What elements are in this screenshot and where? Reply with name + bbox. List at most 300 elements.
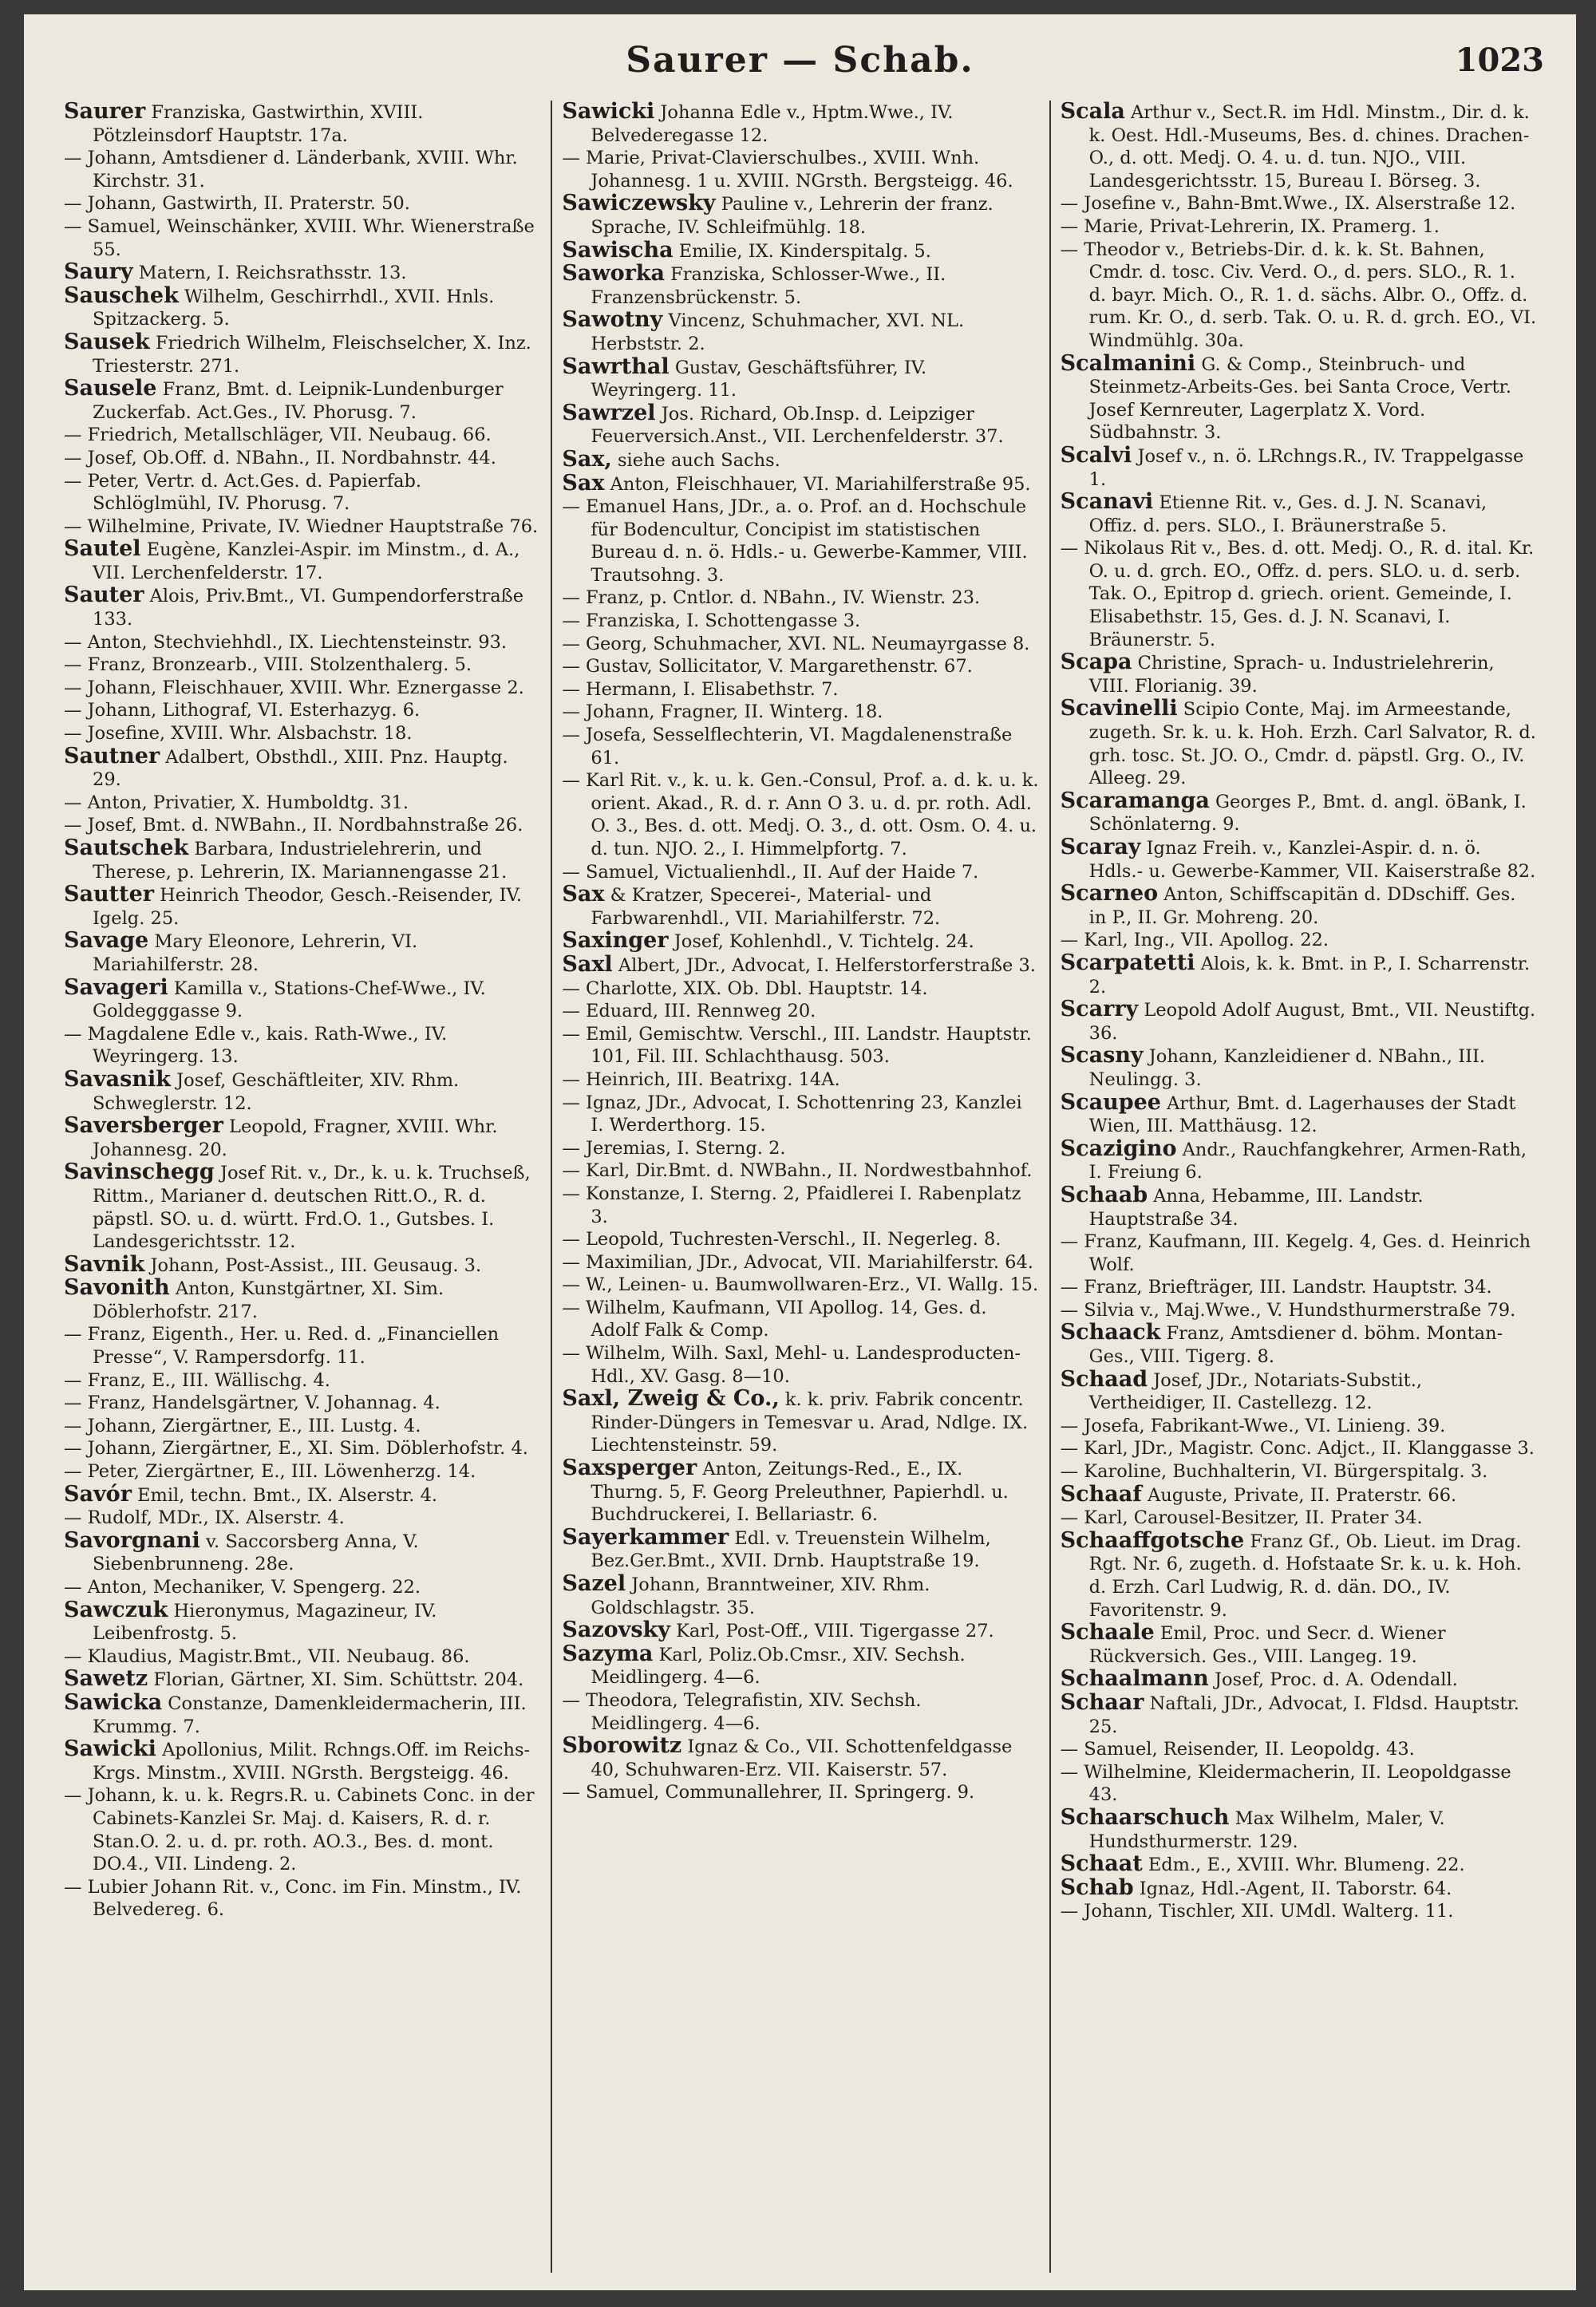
entry-surname: Sausele	[64, 376, 157, 401]
directory-entry	[1061, 1622, 1538, 1668]
directory-entry	[562, 1000, 1039, 1023]
page-number: 1023	[1455, 41, 1544, 79]
entry-details: — Franz, p. Cntlor. d. NBahn., IV. Wienstr. 23.	[562, 587, 981, 609]
directory-entry	[562, 1092, 1039, 1137]
entry-details: — Theodor v., Betriebs-Dir. d. k. k. St. Bahnen, Cmdr. d. tosc. Civ. Verd. O., d. pers. SLO., R. 1. d. bayr. Mich. O., R. 1. d. sächs. Albr. O., Offz. d. rum. Kr. O., d. serb. Tak. O. u. R. d. grch. EO., VI. Windmühlg. 30a.	[1060, 239, 1537, 351]
entry-surname: Scavinelli	[1060, 696, 1178, 721]
page-title: Saurer — Schab.	[626, 40, 974, 81]
directory-entry	[562, 1457, 1039, 1527]
entry-details: Josef, Geschäftleiter, XIV. Rhm. Schweglerstr. 12.	[93, 1069, 460, 1114]
directory-entry	[562, 1573, 1039, 1619]
entry-details: — Josefa, Fabrikant-Wwe., VI. Linieng. 39.	[1060, 1415, 1446, 1436]
entry-details: Josef Rit. v., Dr., k. u. k. Truchseß, Rittm., Marianer d. deutschen Ritt.O., R. d. päpstl. SO. u. d. württ. Frd.O. 1., Gutsbes. I. Landesgerichtsstr. 12.	[93, 1163, 531, 1253]
entry-details: Adalbert, Obsthdl., XIII. Pnz. Hauptg. 29.	[93, 746, 508, 791]
entry-details: — Emil, Gemischtw. Verschl., III. Landstr. Hauptstr. 101, Fil. III. Schlachthausg. 503.	[562, 1023, 1032, 1068]
directory-entry	[562, 356, 1039, 402]
directory-entry	[562, 587, 1039, 610]
entry-details: Barbara, Industrielehrerin, und Therese, p. Lehrerin, IX. Mariannengasse 21.	[93, 839, 508, 883]
directory-entry	[562, 147, 1039, 192]
entry-details: — Eduard, III. Rennweg 20.	[562, 1001, 816, 1022]
entry-details: — Samuel, Reisender, II. Leopoldg. 43.	[1060, 1739, 1415, 1760]
entry-surname: Sax	[562, 470, 605, 496]
entry-details: — Emanuel Hans, JDr., a. o. Prof. an d. Hochschule für Bodencultur, Concipist im statistischen Bureau d. n. ö. Hdls.- u. Gewerbe-Kammer, VIII. Trautsohng. 3.	[562, 496, 1028, 586]
directory-entry	[562, 1689, 1039, 1735]
entry-details: Jos. Richard, Ob.Insp. d. Leipziger Feuerversich.Anst., VII. Lerchenfelderstr. 37.	[591, 403, 1004, 448]
entry-details: Anton, Schiffscapitän d. DDschiff. Ges. in P., II. Gr. Mohreng. 20.	[1088, 884, 1516, 928]
entry-details: — Josefine, XVIII. Whr. Alsbachstr. 18.	[64, 723, 413, 745]
entry-surname: Sborowitz	[562, 1733, 682, 1759]
directory-entry	[64, 1668, 541, 1692]
directory-entry	[1061, 1483, 1538, 1507]
entry-details: Pauline v., Lehrerin der franz. Sprache, IV. Schleifmühlg. 18.	[591, 194, 994, 238]
entry-surname: Scala	[1060, 101, 1125, 124]
entry-surname: Sax	[562, 882, 605, 907]
directory-entry	[64, 1066, 541, 1115]
directory-entry	[1061, 1761, 1538, 1807]
directory-entry	[562, 1137, 1039, 1160]
directory-entry	[562, 263, 1039, 309]
directory-entry	[1061, 1276, 1538, 1299]
entry-details: — Wilhelm, Kaufmann, VII Apollog. 14, Ges. d. Adolf Falk & Comp.	[562, 1297, 987, 1341]
directory-entry	[64, 1738, 541, 1784]
directory-entry	[1061, 444, 1538, 491]
entry-details: — Karl, JDr., Magistr. Conc. Adjct., II. Klanggasse 3.	[1060, 1438, 1535, 1460]
directory-entry	[64, 1689, 541, 1738]
directory-entry	[562, 472, 1039, 496]
entry-details: — Wilhelmine, Private, IV. Wiedner Hauptstraße 76.	[64, 516, 539, 537]
directory-entry	[64, 282, 541, 331]
entry-details: Heinrich Theodor, Gesch.-Reisender, IV. Igelg. 25.	[93, 885, 523, 929]
entry-surname: Saxsperger	[562, 1456, 697, 1481]
directory-entry	[64, 631, 541, 654]
directory-entry	[64, 1460, 541, 1483]
entry-details: Franziska, Schlosser-Wwe., II. Franzensbrückenstr. 5.	[591, 264, 946, 308]
entry-details: Alois, Priv.Bmt., VI. Gumpendorferstraße 133.	[93, 586, 524, 630]
entry-surname: Sautter	[64, 882, 154, 907]
entry-details: Scipio Conte, Maj. im Armeestande, zugeth. Sr. k. u. k. Hoh. Erzh. Carl Salvator, R. d. grh. tosc. St. JO. O., Cmdr. d. päpstl. Grg. O., IV. Alleeg. 29.	[1088, 699, 1536, 789]
entry-surname: Sawicki	[64, 1736, 156, 1762]
directory-entry	[562, 633, 1039, 656]
entry-details: & Kratzer, Specerei-, Material- und Farbwarenhdl., VII. Mariahilferstr. 72.	[591, 885, 941, 929]
entry-details: Anna, Hebamme, III. Landstr. Hauptstraße 34.	[1088, 1185, 1424, 1230]
entry-details: — Anton, Mechaniker, V. Spengerg. 22.	[64, 1577, 421, 1598]
directory-entry	[562, 402, 1039, 448]
entry-surname: Saworka	[562, 261, 665, 286]
entry-surname: Sawrzel	[562, 400, 656, 425]
directory-entry	[562, 1619, 1039, 1643]
entry-details: — Franziska, I. Schottengasse 3.	[562, 610, 861, 632]
entry-details: Josef v., n. ö. LRchngs.R., IV. Trappelgasse 1.	[1088, 445, 1524, 490]
entry-details: Johanna Edle v., Hptm.Wwe., IV. Belvederegasse 12.	[591, 102, 954, 146]
directory-entry	[64, 331, 541, 377]
entry-surname: Saversberger	[64, 1113, 223, 1139]
directory-entry	[64, 1876, 541, 1922]
entry-surname: Sayerkammer	[562, 1524, 729, 1550]
entry-surname: Schaale	[1060, 1620, 1155, 1645]
directory-entry	[562, 101, 1039, 147]
entry-details: — Johann, Lithograf, VI. Esterhazyg. 6.	[64, 700, 421, 721]
directory-entry	[64, 1415, 541, 1438]
entry-details: — Josef, Ob.Off. d. NBahn., II. Nordbahnstr. 44.	[64, 447, 496, 468]
entry-surname: Saxl, Zweig & Co.,	[562, 1386, 780, 1412]
directory-entry	[562, 1297, 1039, 1342]
entry-details: — Karl Rit. v., k. u. k. Gen.-Consul, Prof. a. d. k. u. k. orient. Akad., R. d. r. Ann O 3. u. d. pr. roth. Adl. O. 3., Bes. d. ott. Medj. O. 3., d. ott. Osm. O. 4. u. d. tun. NJO. 2., I. Himmelpfortg. 7.	[562, 770, 1039, 859]
directory-entry	[64, 1251, 541, 1278]
entry-details: — Franz, Kaufmann, III. Kegelg. 4, Ges. d. Heinrich Wolf.	[1060, 1231, 1531, 1275]
directory-entry	[1061, 998, 1538, 1045]
entry-details: — Marie, Privat-Clavierschulbes., XVIII. Wnh. Johannesg. 1 u. XVIII. NGrsth. Bergsteigg. 46.	[562, 148, 1013, 192]
entry-details: — Peter, Ziergärtner, E., III. Löwenherzg. 14.	[64, 1461, 476, 1483]
directory-entry	[1060, 1804, 1538, 1853]
directory-entry	[562, 1342, 1039, 1388]
entry-details: — Charlotte, XIX. Ob. Dbl. Hauptstr. 14.	[562, 978, 928, 999]
entry-details: Georges P., Bmt. d. angl. öBank, I. Schönlaterng. 9.	[1088, 791, 1527, 835]
directory-entry	[1061, 1045, 1538, 1091]
entry-details: Etienne Rit. v., Ges. d. J. N. Scanavi, Offiz. d. pers. SLO., I. Bräunerstraße 5.	[1088, 492, 1487, 536]
directory-entry	[562, 930, 1039, 954]
entry-details: — Silvia v., Maj.Wwe., V. Hundsthurmerstraße 79.	[1060, 1299, 1516, 1321]
entry-surname: Schaab	[1060, 1182, 1148, 1207]
entry-surname: Savinschegg	[64, 1159, 215, 1185]
directory-entry	[562, 1524, 1039, 1573]
entry-details: Ignaz Freih. v., Kanzlei-Aspir. d. n. ö. Hdls.- u. Gewerbe-Kammer, VII. Kaiserstraße 82.	[1088, 838, 1536, 882]
directory-entry	[64, 1527, 541, 1576]
entry-surname: Savageri	[64, 974, 168, 1000]
entry-details: — Samuel, Communallehrer, II. Springerg. 9.	[562, 1782, 975, 1803]
entry-surname: Schaaf	[1060, 1481, 1142, 1507]
directory-entry	[1060, 1689, 1538, 1738]
entry-details: — Wilhelmine, Kleidermacherin, II. Leopoldgasse 43.	[1060, 1761, 1511, 1806]
entry-surname: Saury	[64, 259, 133, 285]
entry-details: — Johann, Gastwirth, II. Praterstr. 50.	[64, 193, 410, 215]
directory-entry	[562, 883, 1039, 930]
entry-details: Franz Gf., Ob. Lieut. im Drag. Rgt. Nr. 6, zugeth. d. Hofstaate Sr. k. u. k. Hoh. d. Erzh. Carl Ludwig, R. d. dän. DO., IV. Favoritenstr. 9.	[1088, 1531, 1522, 1621]
directory-page	[24, 14, 1576, 2290]
entry-details: — Karl, Ing., VII. Apollog. 22.	[1060, 930, 1329, 951]
entry-surname: Scalmanini	[1060, 350, 1196, 376]
directory-entry	[64, 261, 541, 285]
directory-entry	[64, 745, 541, 792]
entry-details: Edm., E., XVIII. Whr. Blumeng. 22.	[1148, 1855, 1465, 1876]
entry-details: — Anton, Stechviehhdl., IX. Liechtensteinstr. 93.	[64, 631, 508, 653]
entry-surname: Sautschek	[64, 835, 189, 860]
directory-entry	[64, 883, 541, 930]
entry-details: — Samuel, Victualienhdl., II. Auf der Haide 7.	[562, 861, 979, 883]
directory-entry	[1061, 697, 1538, 789]
entry-details: — Theodora, Telegrafistin, XIV. Sechsh. Meidlingerg. 4—6.	[562, 1689, 922, 1734]
directory-entry	[64, 814, 541, 837]
directory-entry	[562, 1251, 1039, 1274]
entry-surname: Sauschek	[64, 282, 179, 308]
directory-entry	[1061, 1460, 1538, 1483]
entry-surname: Saurer	[64, 101, 146, 124]
entry-details: — Franz, E., III. Wällischg. 4.	[64, 1369, 330, 1391]
directory-entry	[64, 470, 541, 516]
entry-details: — Franz, Eigenth., Her. u. Red. d. „Financiellen Presse“, V. Rampersdorfg. 11.	[64, 1324, 500, 1369]
directory-entry	[562, 1735, 1039, 1781]
directory-entry	[1061, 1299, 1538, 1322]
entry-details: k. k. priv. Fabrik concentr. Rinder-Düngers in Temesvar u. Arad, Ndlge. IX. Liechtensteinstr. 59.	[591, 1389, 1029, 1456]
directory-entry	[64, 722, 541, 745]
entry-details: Alois, k. k. Bmt. in P., I. Scharrenstr. 2.	[1088, 953, 1531, 997]
directory-entry	[1061, 651, 1538, 697]
entry-details: — Hermann, I. Elisabethstr. 7.	[562, 678, 839, 700]
directory-entry	[64, 1599, 541, 1645]
directory-entry	[562, 861, 1039, 884]
directory-entry	[64, 424, 541, 447]
entry-surname: Scazigino	[1060, 1136, 1177, 1161]
directory-entry	[64, 1507, 541, 1530]
entry-details: — Lubier Johann Rit. v., Conc. im Fin. Minstm., IV. Belvedereg. 6.	[64, 1876, 522, 1921]
directory-entry	[562, 1183, 1039, 1228]
entry-details: Anton, Zeitungs-Red., E., IX. Thurng. 5, F. Georg Preleuthner, Papierhdl. u. Buchdruckerei, I. Bellariastr. 6.	[591, 1459, 1009, 1526]
entry-details: Kamilla v., Stations-Chef-Wwe., IV. Goldegggasse 9.	[93, 978, 486, 1022]
entry-details: Emil, Proc. und Secr. d. Wiener Rückversich. Ges., VIII. Langeg. 19.	[1088, 1623, 1446, 1667]
directory-entry	[64, 147, 541, 192]
entry-details: Apollonius, Milit. Rchngs.Off. im Reichs-Krgs. Minstm., XVIII. NGrsth. Bergsteigg. 46.	[93, 1740, 531, 1784]
entry-details: Hieronymus, Magazineur, IV. Leibenfrostg. 5.	[93, 1600, 437, 1645]
entry-details: Johann, Kanzleidiener d. NBahn., III. Neulingg. 3.	[1088, 1046, 1486, 1090]
entry-details: — Nikolaus Rit v., Bes. d. ott. Medj. O., R. d. ital. Kr. O. u. d. grch. EO., Offz. d. pers. SLO. u. d. serb. Tak. O., Epitrop d. griech. orient. Gemeinde, I. Elisabethstr. 15, Ges. d. J. N. Scanavi, I. Bräunerstr. 5.	[1060, 538, 1535, 650]
entry-details: Constanze, Damenkleidermacherin, III. Krummg. 7.	[93, 1693, 527, 1737]
entry-details: Max Wilhelm, Maler, V. Hundsthurmerstr. 129.	[1088, 1807, 1445, 1852]
directory-entry	[1061, 1853, 1538, 1877]
entry-details: Gustav, Geschäftsführer, IV. Weyringerg. 11.	[591, 357, 927, 401]
entry-details: — Johann, Tischler, XII. UMdl. Walterg. 11.	[1060, 1901, 1454, 1922]
directory-entry	[562, 239, 1039, 263]
entry-details: — Johann, k. u. k. Regrs.R. u. Cabinets Conc. in der Cabinets-Kanzlei Sr. Maj. d. Kaisers, R. d. r. Stan.O. 2. u. d. pr. roth. AO.3., Bes. d. mont. DO.4., VII. Lindeng. 2.	[64, 1785, 535, 1875]
directory-entry	[64, 538, 541, 584]
entry-surname: Schab	[1060, 1874, 1134, 1900]
entry-surname: Savonith	[64, 1275, 170, 1301]
directory-entry	[64, 1161, 541, 1253]
entry-surname: Scasny	[1060, 1043, 1144, 1069]
directory-entry	[1061, 1437, 1538, 1460]
entry-surname: Sausek	[64, 329, 150, 354]
entry-details: — Samuel, Weinschänker, XVIII. Whr. Wienerstraße 55.	[64, 215, 535, 260]
directory-entry	[562, 951, 1039, 978]
entry-details: — Johann, Ziergärtner, E., XI. Sim. Döblerhofstr. 4.	[64, 1438, 528, 1460]
entry-details: — Johann, Ziergärtner, E., III. Lustg. 4.	[64, 1415, 421, 1436]
entry-details: Edl. v. Treuenstein Wilhelm, Bez.Ger.Bmt., XVII. Drnb. Hauptstraße 19.	[591, 1527, 991, 1572]
directory-entry	[1061, 537, 1538, 651]
directory-entry	[1061, 1668, 1538, 1692]
directory-entry	[64, 930, 541, 976]
entry-details: Ignaz, Hdl.-Agent, II. Taborstr. 64.	[1139, 1878, 1452, 1899]
directory-entry	[562, 769, 1039, 860]
directory-entry	[562, 496, 1039, 587]
directory-entry	[1060, 1874, 1538, 1901]
directory-entry	[64, 1392, 541, 1415]
entry-details: — Josef, Bmt. d. NWBahn., II. Nordbahnstraße 26.	[64, 815, 523, 836]
directory-entry	[64, 1023, 541, 1069]
directory-entry	[64, 654, 541, 677]
entry-surname: Schaarschuch	[1060, 1804, 1230, 1830]
directory-entry	[64, 1784, 541, 1875]
directory-entry	[562, 1388, 1039, 1457]
directory-entry	[1061, 491, 1538, 537]
entry-surname: Scarry	[1060, 997, 1139, 1022]
entry-surname: Sawischa	[562, 237, 674, 263]
directory-entry	[1061, 1900, 1538, 1923]
directory-entry	[64, 1437, 541, 1460]
entry-details: Arthur, Bmt. d. Lagerhauses der Stadt Wien, III. Matthäusg. 12.	[1088, 1092, 1516, 1137]
entry-details: — Maximilian, JDr., Advocat, VII. Mariahilferstr. 64.	[562, 1251, 1033, 1273]
entry-details: Matern, I. Reichsrathsstr. 13.	[138, 263, 407, 284]
directory-entry	[64, 215, 541, 261]
entry-surname: Scalvi	[1060, 442, 1132, 468]
column-middle	[551, 101, 1049, 2273]
entry-details: — Johann, Amtsdiener d. Länderbank, XVIII. Whr. Kirchstr. 31.	[64, 148, 518, 192]
directory-entry	[562, 610, 1039, 633]
entry-surname: Scarneo	[1060, 881, 1159, 907]
entry-details: — Gustav, Sollicitator, V. Margarethenstr. 67.	[562, 656, 973, 677]
directory-entry	[1061, 1507, 1538, 1530]
directory-entry	[1061, 790, 1538, 836]
directory-entry	[1060, 1527, 1538, 1622]
entry-details: Mary Eleonore, Lehrerin, VI. Mariahilferstr. 28.	[93, 931, 418, 975]
directory-entry	[1061, 1738, 1538, 1761]
entry-details: Eugène, Kanzlei-Aspir. im Minstm., d. A., VII. Lerchenfelderstr. 17.	[93, 539, 520, 583]
entry-surname: Sawrthal	[562, 354, 670, 379]
directory-entry	[64, 1277, 541, 1323]
entry-surname: Savasnik	[64, 1066, 171, 1092]
directory-entry	[64, 516, 541, 539]
entry-surname: Savorgnani	[64, 1527, 200, 1553]
directory-entry	[1061, 1138, 1538, 1184]
entry-details: Emilie, IX. Kinderspitalg. 5.	[678, 240, 931, 262]
directory-entry	[1061, 1321, 1538, 1368]
entry-details: Andr., Rauchfangkehrer, Armen-Rath, I. Freiung 6.	[1088, 1139, 1527, 1183]
entry-surname: Schaad	[1060, 1366, 1148, 1392]
entry-surname: Sautner	[64, 743, 160, 768]
directory-entry	[64, 447, 541, 470]
entry-surname: Scaupee	[1060, 1089, 1161, 1115]
entry-surname: Schaar	[1060, 1689, 1144, 1715]
entry-surname: Savór	[64, 1481, 132, 1507]
directory-entry	[1060, 1089, 1538, 1138]
entry-surname: Sawczuk	[64, 1597, 168, 1622]
directory-entry	[1061, 215, 1538, 239]
entry-surname: Schaat	[1060, 1851, 1143, 1877]
column-right	[1049, 101, 1547, 2273]
entry-details: Johann, Branntweiner, XIV. Rhm. Goldschlagstr. 35.	[591, 1574, 930, 1618]
entry-details: — Jeremias, I. Sterng. 2.	[562, 1137, 786, 1159]
entry-surname: Savage	[64, 928, 149, 954]
directory-entry	[1061, 883, 1538, 929]
entry-details: Karl, Post-Off., VIII. Tigergasse 27.	[676, 1621, 994, 1642]
entry-surname: Sawetz	[64, 1666, 148, 1692]
entry-details: Franz, Amtsdiener d. böhm. Montan-Ges., VIII. Tigerg. 8.	[1088, 1323, 1503, 1368]
directory-entry	[562, 1228, 1039, 1251]
directory-entry	[64, 1483, 541, 1507]
entry-details: — Peter, Vertr. d. Act.Ges. d. Papierfab. Schlöglmühl, IV. Phorusg. 7.	[64, 470, 422, 515]
entry-surname: Scapa	[1060, 650, 1132, 675]
entry-surname: Saxinger	[562, 928, 669, 954]
entry-details: Anton, Fleischhauer, VI. Mariahilferstraße 95.	[610, 473, 1031, 495]
entry-details: — Karl, Dir.Bmt. d. NWBahn., II. Nordwestbahnhof.	[562, 1160, 1033, 1182]
entry-details: Wilhelm, Geschirrhdl., XVII. Hnls. Spitzackerg. 5.	[93, 286, 495, 330]
directory-entry	[562, 192, 1039, 239]
directory-entry	[562, 309, 1039, 355]
entry-surname: Schaack	[1060, 1320, 1161, 1345]
entry-details: — Franz, Bronzearb., VIII. Stolzenthalerg. 5.	[64, 654, 472, 676]
directory-entry	[64, 677, 541, 700]
entry-details: Franziska, Gastwirthin, XVIII. Pötzleinsdorf Hauptstr. 17a.	[93, 102, 424, 146]
directory-entry	[64, 101, 541, 147]
entry-surname: Scanavi	[1060, 489, 1154, 515]
entry-details: — Josefa, Sesselflechterin, VI. Magdalenenstraße 61.	[562, 725, 1013, 768]
entry-details: Naftali, JDr., Advocat, I. Fldsd. Hauptstr. 25.	[1088, 1693, 1519, 1737]
entry-details: Franz, Bmt. d. Leipnik-Lundenburger Zuckerfab. Act.Ges., IV. Phorusg. 7.	[93, 379, 504, 423]
directory-entry	[562, 1643, 1039, 1689]
directory-entry	[562, 701, 1039, 724]
directory-entry	[562, 724, 1039, 769]
directory-entry	[64, 192, 541, 215]
entry-surname: Scaray	[1060, 835, 1141, 859]
entry-details: — Konstanze, I. Sterng. 2, Pfaidlerei I. Rabenplatz 3.	[562, 1183, 1021, 1227]
entry-details: — Johann, Fleischhauer, XVIII. Whr. Eznergasse 2.	[64, 677, 524, 698]
entry-surname: Sazyma	[562, 1641, 654, 1666]
entry-details: — Ignaz, JDr., Advocat, I. Schottenring 23, Kanzlei I. Werderthorg. 15.	[562, 1092, 1022, 1136]
entry-details: — Karl, Carousel-Besitzer, II. Prater 34.	[1060, 1507, 1423, 1529]
page-header	[24, 32, 1576, 96]
directory-entry	[64, 1645, 541, 1669]
entry-details: Anton, Kunstgärtner, XI. Sim. Döblerhofstr. 217.	[93, 1278, 444, 1322]
directory-entry	[1061, 952, 1538, 998]
entry-details: Johann, Post-Assist., III. Geusaug. 3.	[150, 1254, 482, 1276]
entry-details: Leopold Adolf August, Bmt., VII. Neustiftg. 36.	[1088, 1000, 1536, 1044]
entry-surname: Scaramanga	[1060, 788, 1210, 813]
directory-entry	[1060, 350, 1538, 444]
directory-entry	[562, 978, 1039, 1001]
entry-details: — Friedrich, Metallschläger, VII. Neubaug. 66.	[64, 425, 492, 446]
entry-surname: Sawicka	[64, 1689, 163, 1715]
entry-surname: Savnik	[64, 1251, 145, 1277]
directory-entry	[562, 655, 1039, 678]
entry-details: — Franz, Handelsgärtner, V. Johannag. 4.	[64, 1392, 440, 1414]
entry-surname: Sawicki	[562, 101, 655, 124]
entry-details: — Josefine v., Bahn-Bmt.Wwe., IX. Alserstraße 12.	[1060, 193, 1516, 215]
entry-details: Friedrich Wilhelm, Fleischselcher, X. Inz. Triesterstr. 271.	[93, 332, 531, 377]
entry-details: — Johann, Fragner, II. Winterg. 18.	[562, 701, 883, 723]
directory-entry	[1061, 929, 1538, 952]
directory-entry	[562, 1159, 1039, 1183]
entry-details: — Anton, Privatier, X. Humboldtg. 31.	[64, 792, 409, 813]
entry-details: Ignaz & Co., VII. Schottenfeldgasse 40, Schuhwaren-Erz. VII. Kaiserstr. 57.	[591, 1736, 1013, 1780]
directory-entry	[562, 678, 1039, 701]
directory-entry	[1060, 1366, 1538, 1415]
directory-entry	[64, 584, 541, 630]
entry-details: Emil, techn. Bmt., IX. Alserstr. 4.	[137, 1484, 438, 1506]
entry-surname: Sautel	[64, 536, 141, 562]
entry-details: — Rudolf, MDr., IX. Alserstr. 4.	[64, 1507, 345, 1529]
entry-details: v. Saccorsberg Anna, V. Siebenbrunneng. 28e.	[93, 1531, 419, 1575]
entry-details: Josef, Kohlenhdl., V. Tichtelg. 24.	[674, 931, 974, 953]
directory-entry	[64, 1115, 541, 1161]
entry-details: Josef, Proc. d. A. Odendall.	[1214, 1669, 1458, 1691]
directory-entry	[1061, 239, 1538, 353]
entry-details: Arthur v., Sect.R. im Hdl. Minstm., Dir. d. k. k. Oest. Hdl.-Museums, Bes. d. chines. Drachen-O., d. ott. Medj. O. 4. u. d. tun. NJO., VIII. Landesgerichtsstr. 15, Bureau I. Börseg. 3.	[1088, 102, 1530, 192]
entry-surname: Schaaffgotsche	[1060, 1527, 1245, 1553]
directory-entry	[562, 1781, 1039, 1804]
entry-details: Florian, Gärtner, XI. Sim. Schüttstr. 204.	[153, 1669, 524, 1691]
directory-entry	[64, 1369, 541, 1392]
directory-columns	[54, 101, 1547, 2273]
entry-surname: Sawotny	[562, 307, 663, 333]
entry-details: — Leopold, Tuchresten-Verschl., II. Negerleg. 8.	[562, 1229, 1001, 1250]
entry-details: — Karoline, Buchhalterin, VI. Bürgerspitalg. 3.	[1060, 1461, 1488, 1483]
